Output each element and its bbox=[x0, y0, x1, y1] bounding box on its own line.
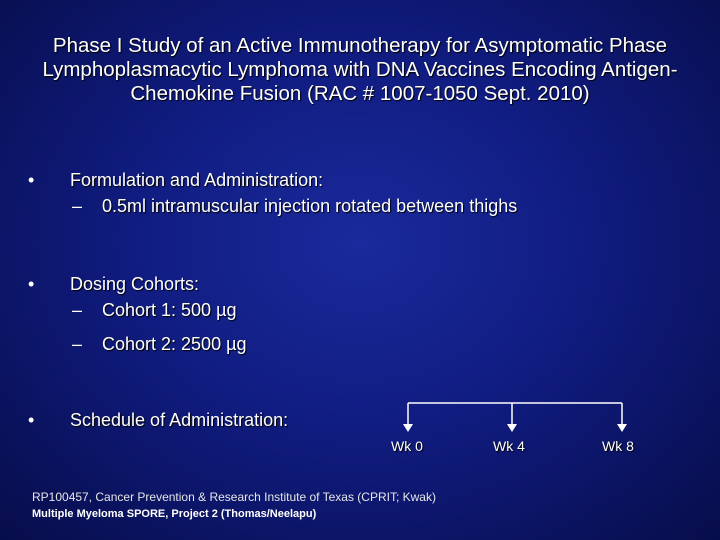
bullet-formulation bbox=[28, 170, 517, 230]
timeline-arrowheads bbox=[403, 424, 627, 432]
bullet-text: Dosing Cohorts: bbox=[70, 274, 200, 294]
schedule-week-label: Wk 4 bbox=[493, 438, 525, 454]
bullet-marker: • bbox=[28, 170, 35, 190]
arrowhead-8 bbox=[617, 424, 627, 432]
arrowhead-4 bbox=[507, 424, 517, 432]
bullet-text: Schedule of Administration: bbox=[70, 410, 289, 430]
bullet-dosing bbox=[28, 274, 246, 368]
dash-marker: – bbox=[72, 334, 83, 354]
schedule-week-label: Wk 0 bbox=[391, 438, 423, 454]
arrowhead-0 bbox=[403, 424, 413, 432]
bullet-schedule bbox=[28, 410, 288, 436]
dash-marker: – bbox=[72, 196, 83, 216]
bullet-marker: • bbox=[28, 274, 35, 294]
bullet-marker: • bbox=[28, 410, 35, 430]
sub-bullet-text: Cohort 2: 2500 µg bbox=[102, 334, 247, 354]
schedule-week-label: Wk 8 bbox=[602, 438, 634, 454]
sub-bullet-text: Cohort 1: 500 µg bbox=[102, 300, 237, 320]
timeline-bracket bbox=[408, 403, 622, 428]
slide-title: Phase I Study of an Active Immunotherapy for Asymptomatic Phase Lymphoplasmacytic Lymphoma with DNA Vaccines Encoding Antigen-Chemokine Fusion (RAC # 1007-1050 Sept. 2010) bbox=[42, 34, 678, 105]
footer-spore: Multiple Myeloma SPORE, Project 2 (Thomas/Neelapu) bbox=[32, 508, 317, 520]
dash-marker: – bbox=[72, 300, 83, 320]
footer-funding: RP100457, Cancer Prevention & Research Institute of Texas (CPRIT; Kwak) bbox=[32, 490, 436, 504]
sub-bullet-text: 0.5ml intramuscular injection rotated between thighs bbox=[102, 196, 518, 216]
bullet-text: Formulation and Administration: bbox=[70, 170, 324, 190]
